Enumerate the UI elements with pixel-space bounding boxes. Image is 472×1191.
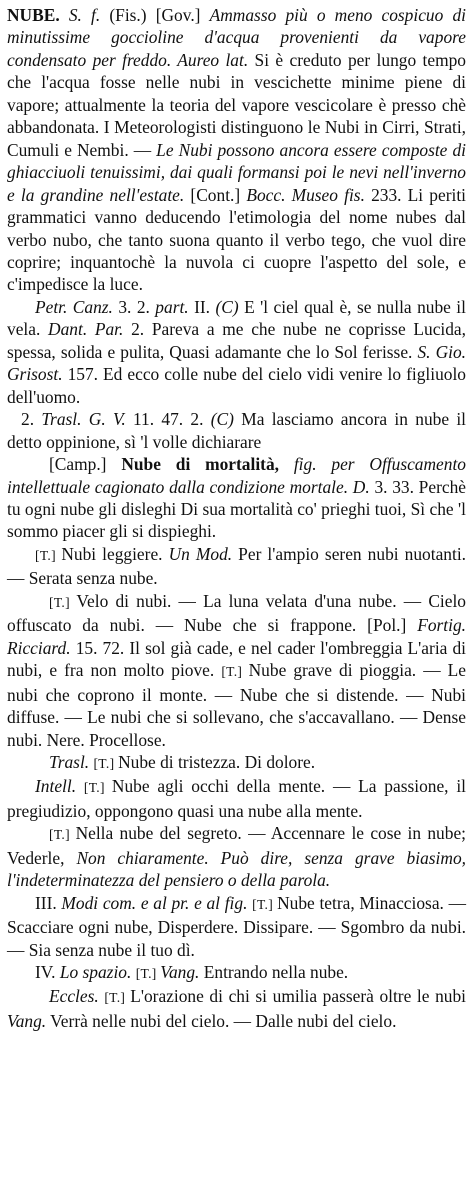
phrase-text: Nube tetra, Minacciosa. — Scacciare ogni nube, Disperdere. Dissipare. — Sgombro da nubi. — Sia senza nube il tuo dì.: [7, 892, 466, 960]
citation-ref: II.: [188, 296, 216, 317]
citation-author: Petr. Canz.: [35, 296, 113, 317]
phrase-text: Nube di tristezza. Di dolore.: [118, 751, 316, 772]
citation-source: [Cont.]: [184, 184, 247, 205]
phrase-text: Nella nube del segreto. — Accennare le cose in nube; Vederle,: [7, 823, 466, 868]
source-tag: [T.]: [49, 827, 76, 843]
citation-source: [Camp.]: [49, 454, 122, 475]
quote-text: Entrando nella nube.: [199, 962, 349, 983]
citation-author: Bocc. Museo fis.: [246, 184, 365, 205]
sense-label: Lo spazio.: [59, 962, 132, 983]
citation-author: S. Gio. Grisost.: [7, 341, 466, 385]
source-tag: [T.]: [104, 990, 131, 1006]
quote-text: E 'l ciel qual è, se nulla nube il vela.: [7, 296, 466, 340]
entry-definition: [7, 4, 466, 296]
phrase-text: Nubi leggiere.: [61, 543, 163, 564]
sense-paragraph: [7, 543, 466, 590]
spacer-text: [81, 409, 88, 429]
quote-text: 2. Pareva a me che nube ne coprisse Lucida, spessa, solida e pulita, Quasi adamante che lo Sol ferisse.: [7, 319, 467, 362]
sense-paragraph: [7, 775, 466, 822]
sense-paragraph: [7, 985, 466, 1032]
citation-author: Un Mod.: [168, 543, 233, 564]
source-tag: [T.]: [83, 780, 112, 796]
spacer-text: [279, 454, 294, 474]
sense-label: Trasl.: [41, 409, 82, 430]
sense-paragraph: [7, 453, 466, 543]
sense-number: 2.: [21, 409, 42, 430]
citation-ref: 3. 2.: [112, 296, 156, 317]
definition-text: fig. per Offuscamento intellettuale cagionato dalla condizione mortale.: [7, 454, 466, 497]
citation-author: Vang.: [160, 962, 200, 983]
phrase-text: Nube agli occhi della mente. — La passione, il pregiudizio, oppongono quasi una nube alla mente.: [7, 776, 466, 821]
sense-number: IV.: [35, 962, 60, 983]
quote-text: Ma lasciamo ancora in nube il detto oppinione, sì 'l volle dichiarare: [7, 409, 467, 452]
citation-source: (C): [215, 296, 239, 317]
sense-paragraph: [7, 961, 466, 985]
body-text: 233. Li periti grammatici vanno deducendo l'etimologia del nome nubes dal verbo nubo, che tanto suona quanto il verbo tego, che vuol dire coprire; inquantochè la nuvola ci cuopre l'aspetto del sole, e c'impedisce la luce.: [7, 184, 467, 295]
sense-paragraph: [7, 822, 466, 891]
citation-source: (C): [210, 409, 234, 430]
spacer-text: [76, 776, 84, 796]
sense-paragraph: [7, 590, 466, 751]
citation-author: Fortig. Ricciard.: [7, 615, 466, 658]
citation-author: D.: [352, 476, 370, 497]
head-word: NUBE.: [7, 5, 60, 25]
citation-paragraph: [7, 296, 466, 408]
phrase-text: Nube grave di pioggia. — Le nubi che coprono il monte. — Nube che si distende. — Nubi diffuse. — Le nubi che si sollevano, che s'accavallano. — Dense nubi. Nere. Procellose.: [7, 660, 466, 750]
phrase-bold: Nube di mortalità,: [121, 454, 279, 475]
quote-text: L'orazione di chi si umilia passerà oltre le nubi: [130, 986, 466, 1007]
source-tag: [T.]: [135, 966, 161, 982]
citation-ref: 11. 47. 2.: [125, 409, 211, 430]
source-tag: [T.]: [221, 664, 249, 680]
source-tag: [T.]: [252, 896, 278, 912]
source-tag: [T.]: [93, 755, 119, 771]
citation-author: Vang.: [7, 1010, 47, 1031]
sense-paragraph: [7, 751, 466, 775]
quote-text: Verrà nelle nubi del cielo. — Dalle nubi del cielo.: [46, 1010, 397, 1031]
sense-paragraph: [7, 408, 466, 453]
sense-label: Intell.: [35, 776, 77, 797]
definition-text: Non chiaramente. Può dire, senza grave biasimo, l'indeterminatezza del pensiero o della parola.: [7, 847, 466, 891]
body-text-italic: Le Nubi possono ancora essere composte di ghiacciuoli tenuissimi, dai quali formansi poi le nevi nell'inverno e la grandine nell'estate.: [7, 139, 466, 205]
quote-text: 3. 33. Perchè tu ogni nube gli disleghi Di sua mortalità co' prieghi tuoi, Sì che 'l sommo piacer gli si dispieghi.: [7, 476, 466, 542]
source-tag: [T.]: [35, 547, 62, 563]
phrase-text: Velo di nubi. — La luna velata d'una nube. — Cielo offuscato da nubi. — Nube che si frappone. [Pol.]: [7, 590, 466, 636]
domain-label: (Fis.) [Gov.]: [100, 5, 210, 25]
definition-text: Ammasso più o meno cospicuo di minutissime goccioline d'acqua provenienti da vapore condensato per freddo. Aureo lat.: [7, 5, 466, 70]
sense-paragraph: [7, 892, 466, 961]
body-text: Si è creduto per lungo tempo che l'acqua fosse nelle nubi in vescichette minime piene di vapore; attualmente la teoria del vapore vescicolare è presso chè abbandonata. I Meteorologisti distinguono le Nubi in Cirri, Strati, Cumuli e Nembi. —: [7, 49, 466, 160]
sense-label: Eccles.: [49, 986, 99, 1007]
citation-ref: part.: [155, 296, 189, 317]
citation-author: Dant. Par.: [48, 319, 124, 340]
grammar-label: S. f.: [59, 5, 101, 25]
sense-label: Modi com. e al pr. e al fig.: [61, 892, 248, 913]
sense-label: Trasl.: [49, 751, 90, 772]
quote-text: Per l'ampio seren nubi nuotanti. — Serata senza nube.: [7, 543, 466, 589]
citation-author: G. V.: [88, 409, 126, 430]
sense-number: III.: [35, 892, 62, 913]
quote-text: 157. Ed ecco colle nube del cielo vidi venire lo figliuolo dell'uomo.: [7, 364, 466, 407]
quote-text: 15. 72. Il sol già cade, e nel cader l'ombreggia L'aria di nubi, e fra non molto piove.: [7, 637, 466, 681]
source-tag: [T.]: [49, 594, 77, 610]
